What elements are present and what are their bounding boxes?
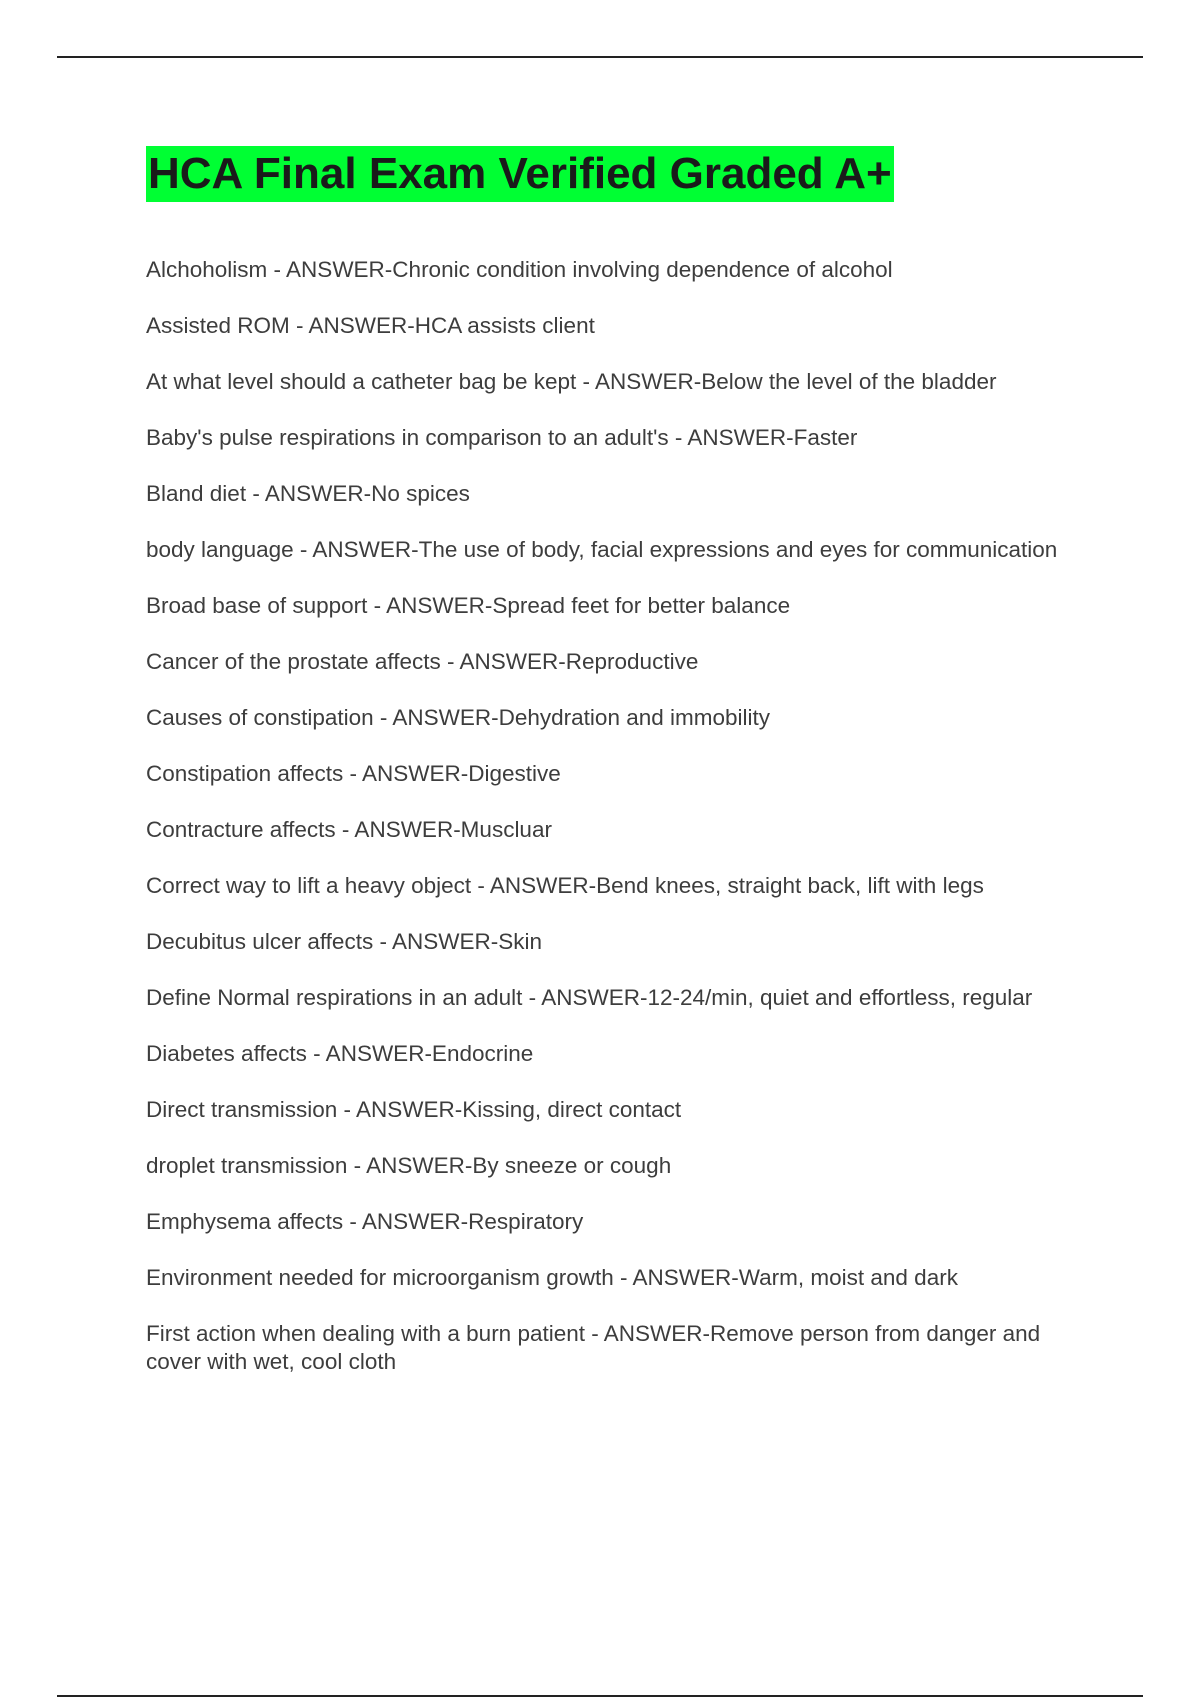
qa-item: Baby's pulse respirations in comparison to an adult's - ANSWER-Faster <box>146 425 858 450</box>
qa-item: Assisted ROM - ANSWER-HCA assists client <box>146 313 595 338</box>
qa-item: Broad base of support - ANSWER-Spread feet for better balance <box>146 593 791 618</box>
qa-item: Constipation affects - ANSWER-Digestive <box>146 761 561 786</box>
qa-item: droplet transmission - ANSWER-By sneeze or cough <box>146 1153 672 1178</box>
qa-item: Alchoholism - ANSWER-Chronic condition involving dependence of alcohol <box>146 257 893 282</box>
qa-item: First action when dealing with a burn patient - ANSWER-Remove person from danger and cover with wet, cool cloth <box>146 1321 1041 1374</box>
qa-item: Correct way to lift a heavy object - ANSWER-Bend knees, straight back, lift with legs <box>146 873 984 898</box>
qa-item: Causes of constipation - ANSWER-Dehydration and immobility <box>146 705 771 730</box>
qa-item: Define Normal respirations in an adult - ANSWER-12-24/min, quiet and effortless, regular <box>146 985 1033 1010</box>
qa-item: Contracture affects - ANSWER-Muscluar <box>146 817 552 842</box>
qa-item: body language - ANSWER-The use of body, facial expressions and eyes for communication <box>146 537 1058 562</box>
qa-item: Environment needed for microorganism growth - ANSWER-Warm, moist and dark <box>146 1265 958 1290</box>
qa-item: Diabetes affects - ANSWER-Endocrine <box>146 1041 534 1066</box>
top-divider <box>57 56 1143 58</box>
page-title: HCA Final Exam Verified Graded A+ <box>146 146 894 202</box>
qa-item: Direct transmission - ANSWER-Kissing, direct contact <box>146 1097 682 1122</box>
title-container <box>146 146 894 202</box>
qa-item: Bland diet - ANSWER-No spices <box>146 481 470 506</box>
qa-list <box>146 256 1076 1404</box>
bottom-divider <box>57 1695 1143 1697</box>
qa-item: Emphysema affects - ANSWER-Respiratory <box>146 1209 584 1234</box>
qa-item: At what level should a catheter bag be kept - ANSWER-Below the level of the bladder <box>146 369 997 394</box>
qa-item: Cancer of the prostate affects - ANSWER-Reproductive <box>146 649 699 674</box>
qa-item: Decubitus ulcer affects - ANSWER-Skin <box>146 929 542 954</box>
